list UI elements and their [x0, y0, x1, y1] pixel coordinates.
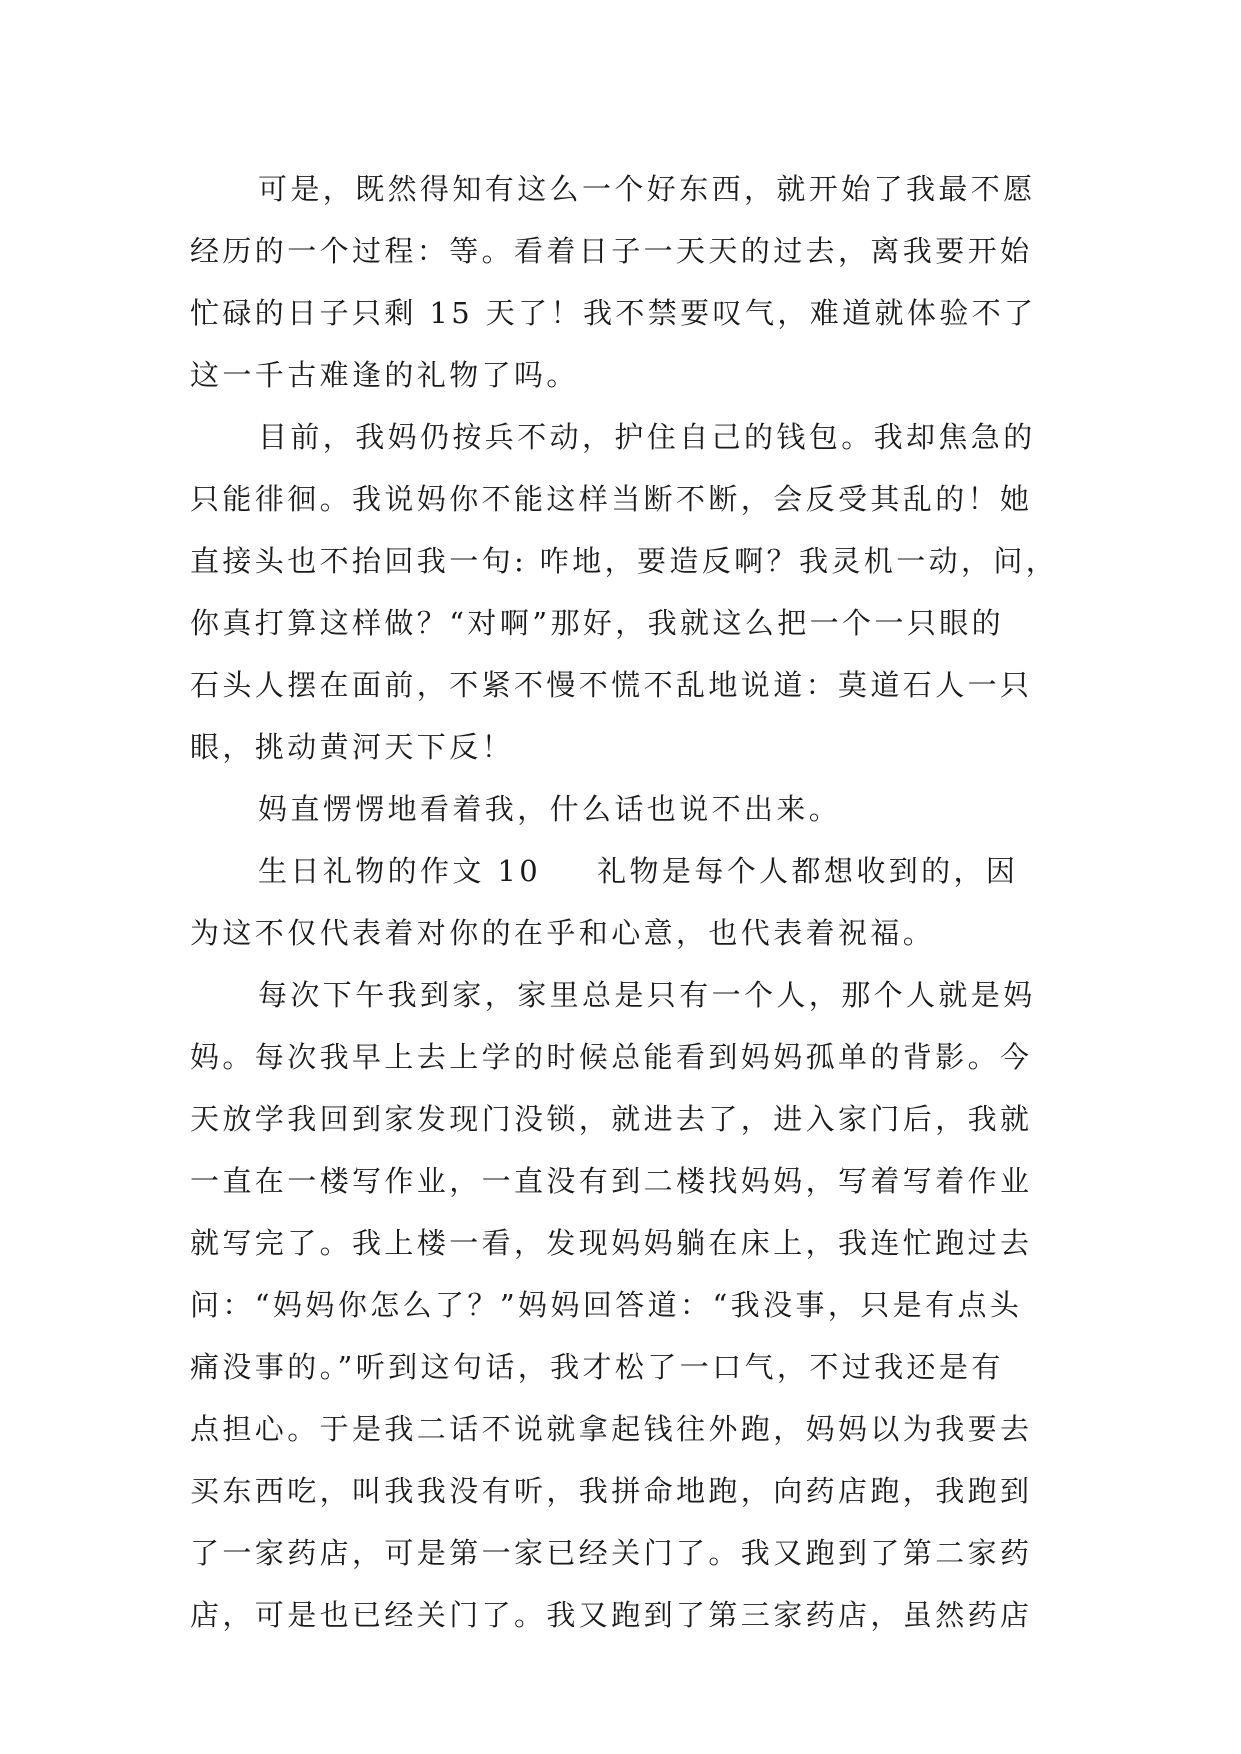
- paragraph-line: 只能徘徊。我说妈你不能这样当断不断，会反受其乱的！她: [190, 482, 1033, 516]
- paragraph-line: 这一千古难逢的礼物了吗。: [190, 358, 579, 392]
- paragraph-line: 了一家药店，可是第一家已经关门了。我又跑到了第二家药: [190, 1536, 1033, 1570]
- document-body: [190, 158, 1070, 1646]
- section-heading-line: [190, 840, 1070, 902]
- paragraph-line: 点担心。于是我二话不说就拿起钱往外跑，妈妈以为我要去: [190, 1412, 1033, 1446]
- paragraph-line: 忙碌的日子只剩 15 天了！我不禁要叹气，难道就体验不了: [190, 296, 1037, 330]
- paragraph-text: 礼物是每个人都想收到的，因: [597, 854, 1019, 888]
- paragraph-line: 石头人摆在面前，不紧不慢不慌不乱地说道：莫道石人一只: [190, 668, 1033, 702]
- paragraph-line: 妈直愣愣地看着我，什么话也说不出来。: [258, 792, 842, 826]
- paragraph-line: 店，可是也已经关门了。我又跑到了第三家药店，虽然药店: [190, 1598, 1033, 1632]
- paragraph-line: 就写完了。我上楼一看，发现妈妈躺在床上，我连忙跑过去: [190, 1226, 1033, 1260]
- paragraph-line: 经历的一个过程：等。看着日子一天天的过去，离我要开始: [190, 234, 1033, 268]
- paragraph-line: 直接头也不抬回我一句: 咋地，要造反啊？我灵机一动，问，: [190, 544, 1059, 578]
- paragraph-line: 痛没事的。”听到这句话，我才松了一口气，不过我还是有: [190, 1350, 1004, 1384]
- paragraph-line: 一直在一楼写作业，一直没有到二楼找妈妈，写着写着作业: [190, 1164, 1033, 1198]
- paragraph-line: 为这不仅代表着对你的在乎和心意，也代表着祝福。: [190, 916, 936, 950]
- paragraph-line: 妈。每次我早上去上学的时候总能看到妈妈孤单的背影。今: [190, 1040, 1033, 1074]
- paragraph-line: 问：“妈妈你怎么了？”妈妈回答道：“我没事，只是有点头: [190, 1288, 1023, 1322]
- paragraph-line: 眼，挑动黄河天下反！: [190, 730, 515, 764]
- paragraph-line: 买东西吃，叫我我没有听，我拼命地跑，向药店跑，我跑到: [190, 1474, 1033, 1508]
- paragraph-line: 天放学我回到家发现门没锁，就进去了，进入家门后，我就: [190, 1102, 1033, 1136]
- section-heading: 生日礼物的作文 10: [258, 854, 542, 888]
- paragraph-line: 可是，既然得知有这么一个好东西，就开始了我最不愿: [258, 172, 1036, 206]
- paragraph-line: 你真打算这样做？“对啊”那好，我就这么把一个一只眼的: [190, 606, 1005, 640]
- paragraph-line: 每次下午我到家，家里总是只有一个人，那个人就是妈: [258, 978, 1036, 1012]
- paragraph-line: 目前，我妈仍按兵不动，护住自己的钱包。我却焦急的: [258, 420, 1036, 454]
